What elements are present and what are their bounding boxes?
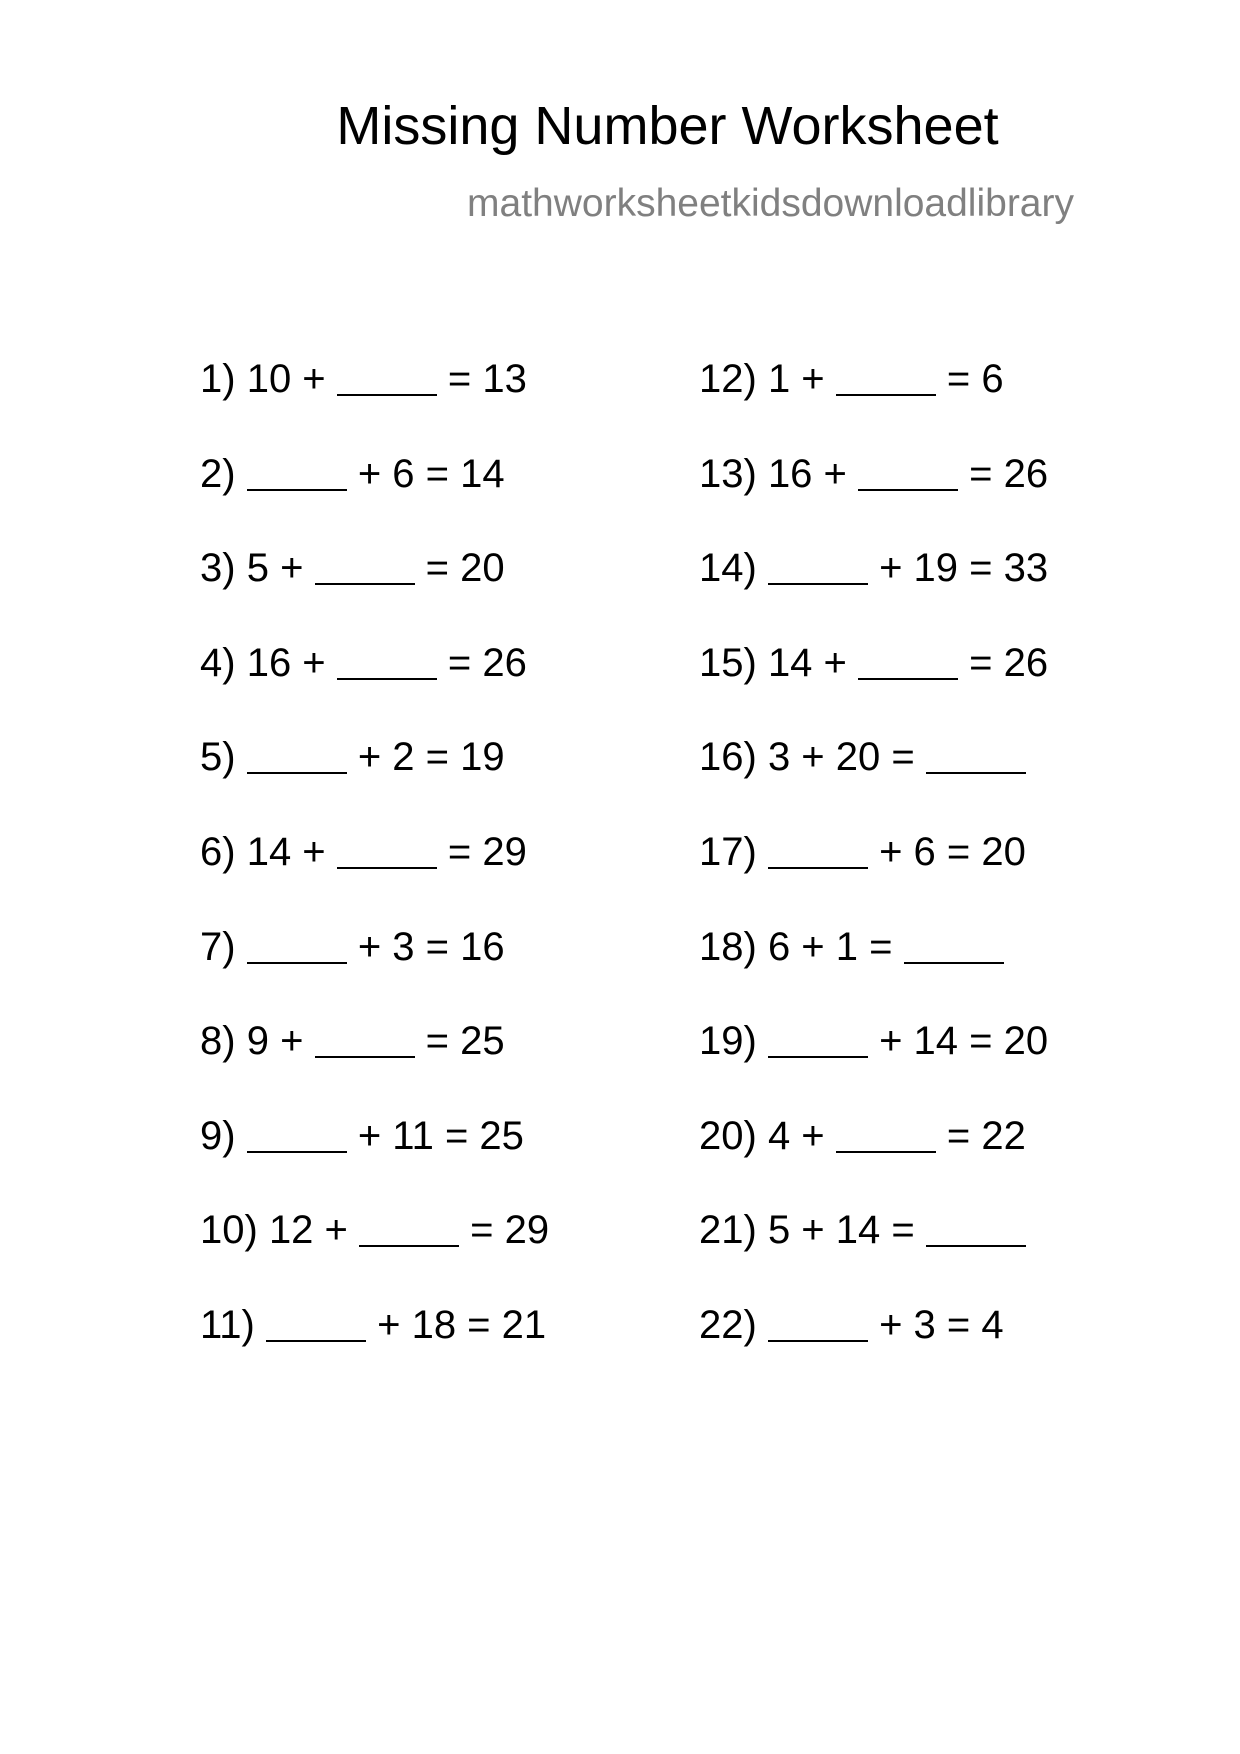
equation-text: = 13 [447,357,527,401]
problem-number: 21) [699,1208,757,1253]
problem-item [200,1201,660,1296]
problem-number: 7) [200,924,236,969]
problem-item [699,1296,1159,1391]
equation-text: 16 + [246,640,326,685]
answer-blank[interactable] [836,350,936,396]
equation-text: 5 + [246,546,304,591]
problem-item [699,728,1159,823]
equation-text: 10 + [246,357,326,401]
answer-blank[interactable] [359,1201,459,1247]
answer-blank[interactable] [768,1296,868,1342]
answer-blank[interactable] [858,634,958,680]
site-watermark: mathworksheetkidsdownloadlibrary [467,182,1074,225]
problem-number: 9) [200,1113,236,1158]
equation-text: 12 + [268,1208,348,1253]
answer-blank[interactable] [247,1107,347,1153]
equation-text: = 6 [946,357,1004,401]
problem-item [200,634,660,729]
equation-text: = 26 [969,640,1049,685]
equation-text: = 29 [470,1208,550,1253]
equation-text: = 22 [946,1113,1026,1158]
equation-text: 9 + [246,1019,304,1064]
problem-item [200,823,660,918]
problem-item [200,445,660,540]
problem-item [699,918,1159,1013]
answer-blank[interactable] [337,634,437,680]
answer-blank[interactable] [337,350,437,396]
problem-number: 10) [200,1208,258,1253]
problem-number: 19) [699,1019,757,1064]
equation-text: 14 + [767,640,847,685]
problem-item [200,1107,660,1202]
equation-text: 4 + [767,1113,825,1158]
answer-blank[interactable] [266,1296,366,1342]
problem-number: 4) [200,640,236,685]
equation-text: + 14 = 20 [879,1019,1049,1064]
problem-item [200,539,660,634]
answer-blank[interactable] [768,539,868,585]
equation-text: 16 + [767,451,847,496]
equation-text: + 3 = 16 [357,924,505,969]
answer-blank[interactable] [926,1201,1026,1247]
answer-blank[interactable] [858,445,958,491]
problem-number: 15) [699,640,757,685]
problem-column-left [200,350,660,1391]
equation-text: = 26 [447,640,527,685]
problem-item [699,1012,1159,1107]
answer-blank[interactable] [247,445,347,491]
problem-item [200,728,660,823]
equation-text: + 18 = 21 [377,1302,547,1347]
equation-text: = 26 [969,451,1049,496]
problem-item [699,1201,1159,1296]
problem-item [699,634,1159,729]
equation-text: = 20 [425,546,505,591]
problem-number: 3) [200,546,236,591]
equation-text: 6 + 1 = [767,924,893,969]
problem-item [200,1296,660,1391]
equation-text: = 29 [447,829,527,874]
problem-number: 16) [699,735,757,780]
problem-item [200,918,660,1013]
problem-number: 12) [699,357,757,401]
answer-blank[interactable] [315,539,415,585]
answer-blank[interactable] [926,728,1026,774]
equation-text: + 19 = 33 [879,546,1049,591]
equation-text: 3 + 20 = [767,735,915,780]
problem-number: 1) [200,357,236,401]
answer-blank[interactable] [768,1012,868,1058]
answer-blank[interactable] [247,728,347,774]
answer-blank[interactable] [315,1012,415,1058]
problem-number: 2) [200,451,236,496]
equation-text: + 6 = 20 [879,829,1026,874]
equation-text: + 6 = 14 [357,451,505,496]
problem-item [699,1107,1159,1202]
problem-number: 20) [699,1113,757,1158]
problem-item [200,350,660,445]
problem-number: 22) [699,1302,757,1347]
equation-text: = 25 [425,1019,505,1064]
answer-blank[interactable] [337,823,437,869]
equation-text: + 11 = 25 [357,1113,524,1158]
equation-text: 14 + [246,829,326,874]
problem-item [699,539,1159,634]
problem-number: 11) [200,1302,255,1347]
problem-number: 17) [699,829,757,874]
problem-number: 8) [200,1019,236,1064]
problem-number: 14) [699,546,757,591]
equation-text: + 2 = 19 [357,735,505,780]
equation-text: + 3 = 4 [879,1302,1004,1347]
page-title: Missing Number Worksheet [336,96,999,156]
problem-item [699,445,1159,540]
answer-blank[interactable] [768,823,868,869]
problem-number: 5) [200,735,236,780]
problem-item [200,1012,660,1107]
equation-text: 1 + [767,357,825,401]
problem-item [699,823,1159,918]
equation-text: 5 + 14 = [767,1208,915,1253]
problem-column-right [699,350,1159,1391]
answer-blank[interactable] [904,918,1004,964]
answer-blank[interactable] [247,918,347,964]
problem-item [699,350,1159,445]
answer-blank[interactable] [836,1107,936,1153]
problem-number: 13) [699,451,757,496]
problem-number: 6) [200,829,236,874]
problem-number: 18) [699,924,757,969]
